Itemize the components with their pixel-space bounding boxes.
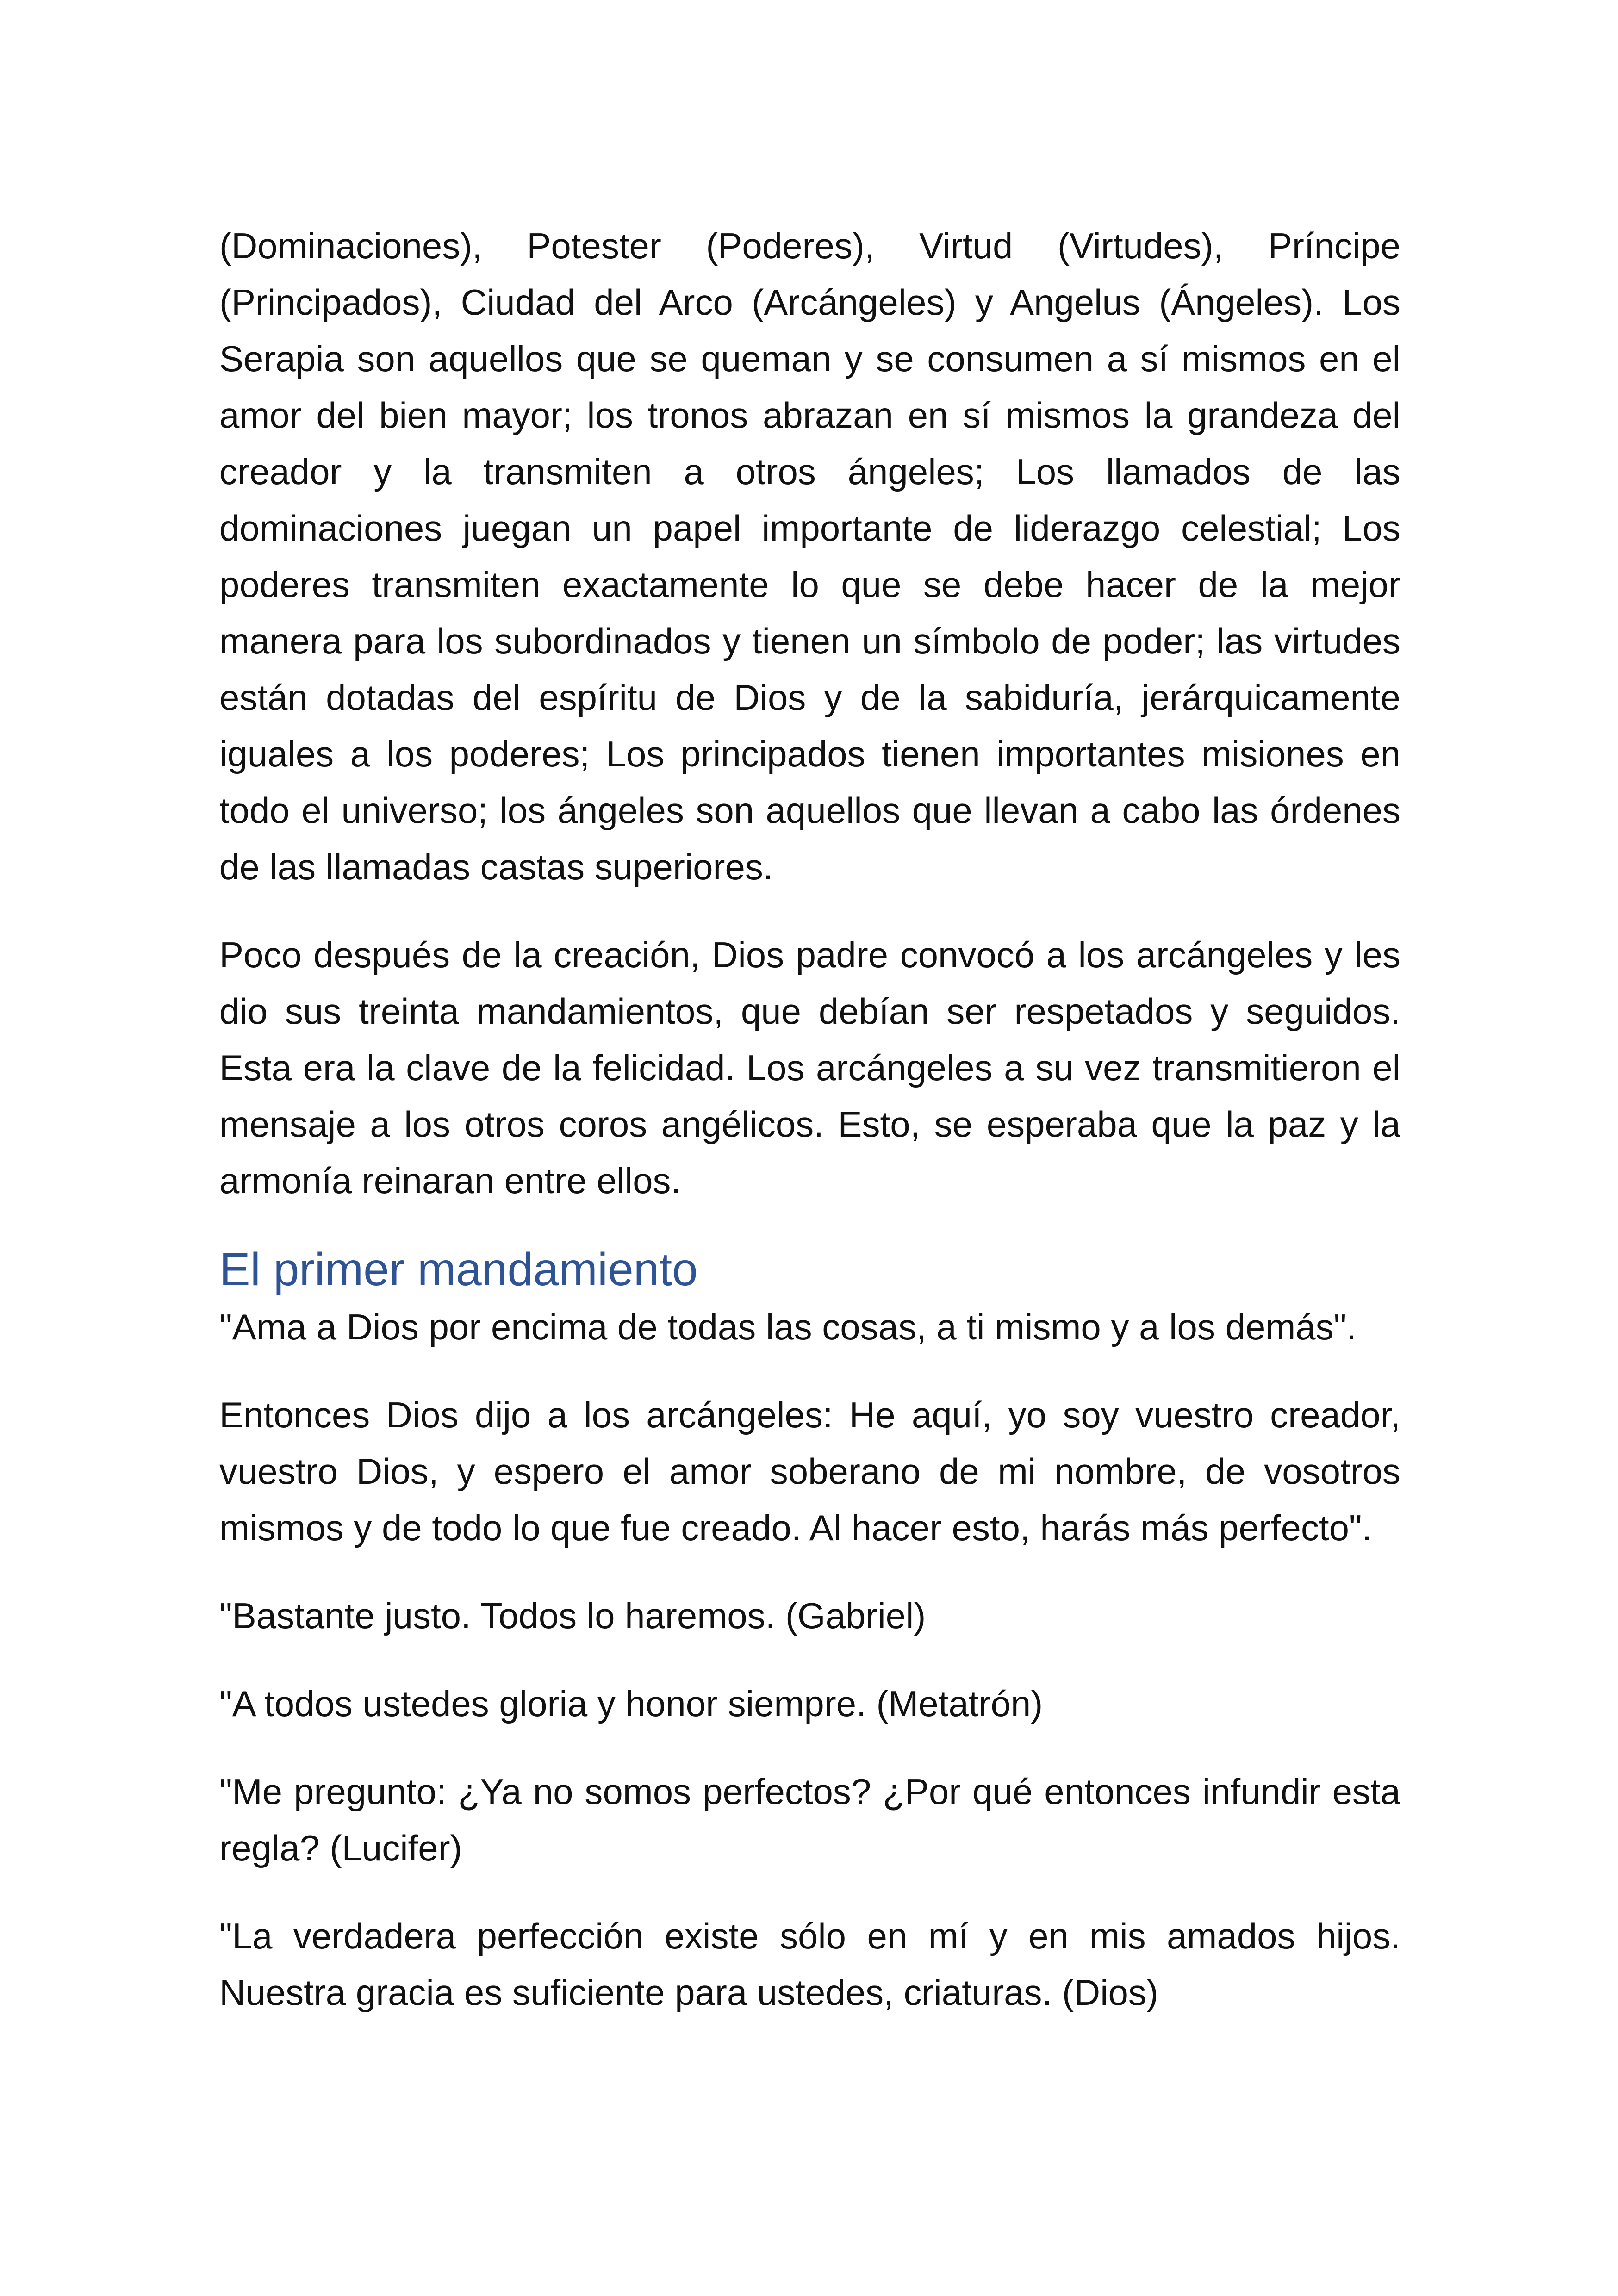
dialogue-line: "Me pregunto: ¿Ya no somos perfectos? ¿Por qué entonces infundir esta regla? (Lucifer) xyxy=(219,1771,1400,1868)
dialogue-line: "La verdadera perfección existe sólo en mí y en mis amados hijos. Nuestra gracia es suficiente para ustedes, criaturas. (Dios) xyxy=(219,1916,1400,2013)
page-body xyxy=(219,218,1400,2052)
body-paragraph: Entonces Dios dijo a los arcángeles: He aquí, yo soy vuestro creador, vuestro Dios, y espero el amor soberano de mi nombre, de vosotros mismos y de todo lo que fue creado. Al hacer esto, harás más perfecto". xyxy=(219,1394,1400,1548)
dialogue-line: "A todos ustedes gloria y honor siempre. (Metatrón) xyxy=(219,1683,1043,1724)
dialogue-line: "Bastante justo. Todos lo haremos. (Gabriel) xyxy=(219,1595,926,1636)
commandment-quote: "Ama a Dios por encima de todas las cosas, a ti mismo y a los demás". xyxy=(219,1307,1357,1347)
section-heading: El primer mandamiento xyxy=(219,1244,698,1295)
body-paragraph: Poco después de la creación, Dios padre convocó a los arcángeles y les dio sus treinta mandamientos, que debían ser respetados y seguidos. Esta era la clave de la felicidad. Los arcángeles a su vez transmitieron el mensaje a los otros coros angélicos. Esto, se esperaba que la paz y la armonía reinaran entre ellos. xyxy=(219,934,1400,1201)
body-paragraph: (Dominaciones), Potester (Poderes), Virtud (Virtudes), Príncipe (Principados), Ciudad del Arco (Arcángeles) y Angelus (Ángeles). Los Serapia son aquellos que se queman y se consumen a sí mismos en el amor del bien mayor; los tronos abrazan en sí mismos la grandeza del creador y la transmiten a otros ángeles; Los llamados de las dominaciones juegan un papel importante de liderazgo celestial; Los poderes transmiten exactamente lo que se debe hacer de la mejor manera para los subordinados y tienen un símbolo de poder; las virtudes están dotadas del espíritu de Dios y de la sabiduría, jerárquicamente iguales a los poderes; Los principados tienen importantes misiones en todo el universo; los ángeles son aquellos que llevan a cabo las órdenes de las llamadas castas superiores. xyxy=(219,225,1400,887)
